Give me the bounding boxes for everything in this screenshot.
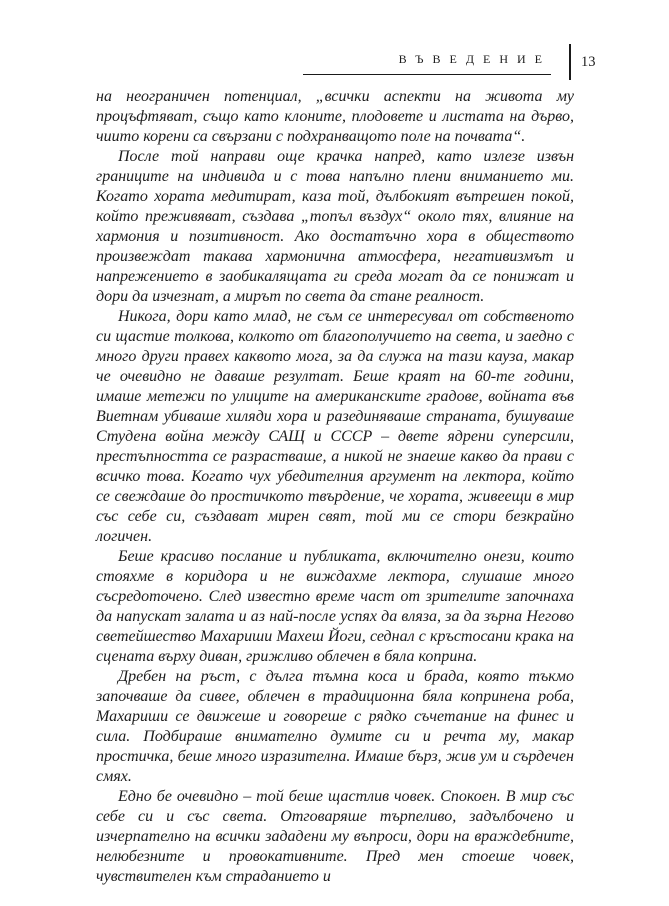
body-paragraph: Дребен на ръст, с дълга тъмна коса и брада, която тъкмо започваше да сивее, облечен в традиционна бяла копринена роба, Махариши се движеше и говореше с рядко съчетание на финес и сила. Подбираше внимателно думите си и речта му, макар простичка, беше много изразителна. Имаше бърз, жив ум и сърдечен смях.	[96, 668, 574, 785]
page-number: 13	[581, 54, 596, 70]
header-divider-bar	[569, 44, 571, 80]
body-paragraph: После той направи още крачка напред, като излезе извън границите на индивида и с това напълно плени вниманието ми. Когато хората медитират, каза той, дълбокият вътрешен покой, който преживяват, създава „топъл въздух“ около тях, влияние на хармония и позитивност. Ако достатъчно хора в обществото произвеждат такава хармонична атмосфера, негативизмът и напрежението в заобикалящата ги среда могат да се понижат и дори да изчезнат, а мирът по света да стане реалност.	[96, 148, 574, 305]
body-paragraph-continuation: на неограничен потенциал, „всички аспекти на живота му процъфтяват, също като клоните, плодовете и листата на дърво, чиито корени са свързани с подхранващото поле на почвата“.	[96, 88, 574, 145]
body-paragraph: Беше красиво послание и публиката, включително онези, които стояхме в коридора и не виждахме лектора, слушаше много съсредоточено. След известно време част от зрителите започнаха да напускат залата и аз най-после успях да вляза, за да зърна Негово светейшество Махариши Махеш Йоги, седнал с кръстосани крака на сцената върху диван, грижливо облечен в бяла коприна.	[96, 548, 574, 665]
body-paragraph: Никога, дори като млад, не съм се интересувал от собственото си щастие толкова, колкото от благополучието на света, и заедно с много други правех каквото мога, за да служа на тази кауза, макар че очевидно не даваше резултат. Беше краят на 60-те години, имаше метежи по улиците на американските градове, войната във Виетнам убиваше хиляди хора и разединяваше страната, бушуваше Студена война между САЩ и СССР – двете ядрени суперсили, престъпността се разрастваше, а никой не знаеше какво да прави с всичко това. Когато чух убедителния аргумент на лектора, който се свеждаше до простичкото твърдение, че хората, живеещи в мир със себе си, създават мирен свят, той ми се стори безкрайно логичен.	[96, 308, 574, 545]
running-header-title: ВЪВЕДЕНИЕ	[303, 52, 551, 75]
body-paragraph: Едно бе очевидно – той беше щастлив човек. Спокоен. В мир със себе си и със света. Отговаряше търпеливо, задълбочено и изчерпателно на всички зададени му въпроси, дори на враждебните, нелюбезните и провокативните. Пред мен стоеше човек, чувствителен към страданието и	[96, 788, 574, 885]
body-text-block	[96, 87, 574, 887]
